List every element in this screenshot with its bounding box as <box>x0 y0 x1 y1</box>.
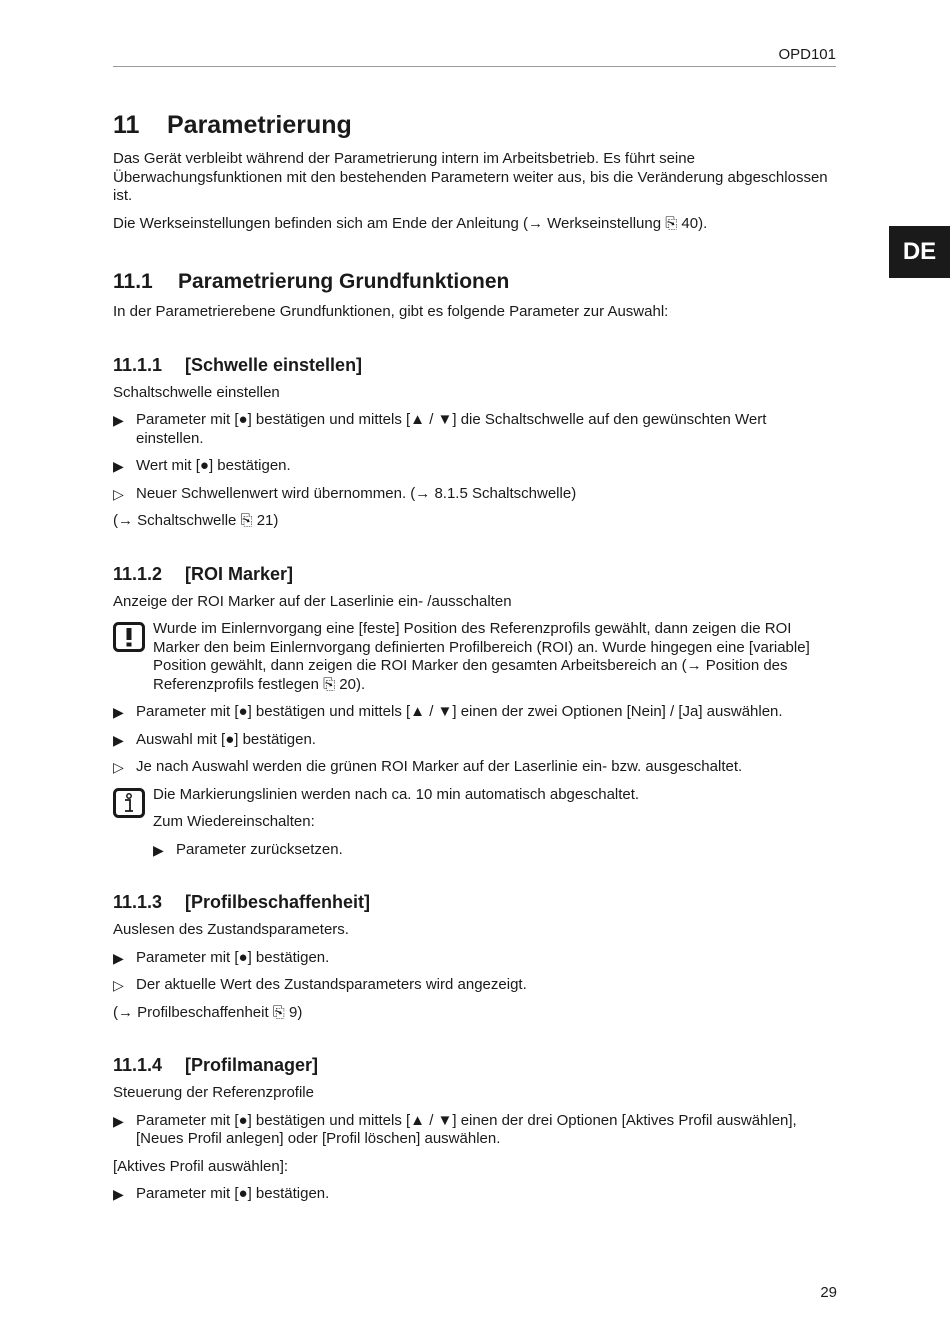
subsection-heading-schwelle <box>113 354 838 376</box>
action-arrow-icon: ▶ <box>113 1112 124 1129</box>
page-number: 29 <box>820 1284 837 1301</box>
action-step <box>113 949 838 968</box>
chapter-intro: Das Gerät verbleibt während der Parametrierung intern im Arbeitsbetrieb. Es führt seine Überwachungsfunktionen mit den bestehenden Parametern weiter aus, bis die Veränderung abgeschlossen ist. <box>113 150 828 204</box>
result-step <box>113 485 838 504</box>
chapter-number: 11 <box>113 111 140 139</box>
result-step <box>113 758 838 777</box>
subsection-heading-profil <box>113 891 838 913</box>
step-text: Parameter zurücksetzen. <box>176 840 343 858</box>
factory-settings-ref: Die Werkseinstellungen befinden sich am Ende der Anleitung (→ Werkseinstellung ⎘ 40). <box>113 214 708 232</box>
step-text: Parameter mit [●] bestätigen und mittels [▲ / ▼] einen der zwei Optionen [Nein] / [Ja] auswählen. <box>136 703 783 720</box>
action-step <box>153 841 838 860</box>
subsection-number: 11.1.4 <box>113 1055 163 1075</box>
action-arrow-icon: ▶ <box>113 1186 124 1202</box>
info-icon <box>113 788 145 824</box>
subsection-heading-roi <box>113 563 838 585</box>
action-arrow-icon: ▶ <box>113 458 124 474</box>
chapter-title: Parametrierung <box>167 111 352 139</box>
warning-note <box>113 620 838 694</box>
info-note <box>113 786 838 860</box>
action-step <box>113 1112 838 1149</box>
subsection-title: [ROI Marker] <box>185 563 294 584</box>
result-arrow-icon: ▷ <box>113 977 124 993</box>
result-text: Neuer Schwellenwert wird übernommen. (→ 8.1.5 Schaltschwelle) <box>136 484 577 502</box>
subsection-title: [Profilmanager] <box>185 1055 319 1075</box>
page-header <box>113 46 836 67</box>
cross-reference: (→ Schaltschwelle ⎘ 21) <box>113 512 279 529</box>
action-arrow-icon: ▶ <box>113 704 124 720</box>
action-arrow-icon: ▶ <box>113 731 124 748</box>
subsection-title: [Schwelle einstellen] <box>185 354 363 375</box>
action-step <box>113 1185 838 1204</box>
action-step <box>113 703 838 722</box>
subsection-number: 11.1.1 <box>113 354 163 375</box>
subsection-number: 11.1.2 <box>113 563 163 584</box>
result-text: Der aktuelle Wert des Zustandsparameters wird angezeigt. <box>136 976 527 993</box>
action-arrow-icon: ▶ <box>153 841 164 858</box>
subsection-desc: Steuerung der Referenzprofile <box>113 1084 314 1101</box>
subsection-desc: Schaltschwelle einstellen <box>113 383 280 401</box>
step-text: Parameter mit [●] bestätigen. <box>136 948 330 966</box>
section-title: Parametrierung Grundfunktionen <box>178 270 510 293</box>
step-text: Parameter mit [●] bestätigen und mittels [▲ / ▼] einen der drei Optionen [Aktives Profil auswählen], [Neues Profil anlegen] oder [Profil löschen] auswählen. <box>136 1111 797 1147</box>
product-name: OPD101 <box>778 46 836 63</box>
section-number: 11.1 <box>113 270 153 293</box>
action-arrow-icon: ▶ <box>113 412 124 428</box>
step-text: Parameter mit [●] bestätigen und mittels [▲ / ▼] die Schaltschwelle auf den gewünschten Wert einstellen. <box>136 411 767 447</box>
section-intro: In der Parametrierebene Grundfunktionen, gibt es folgende Parameter zur Auswahl: <box>113 303 669 320</box>
action-step <box>113 731 838 750</box>
step-text: Auswahl mit [●] bestätigen. <box>136 730 316 748</box>
step-text: Parameter mit [●] bestätigen. <box>136 1185 330 1202</box>
subsection-heading-manager <box>113 1054 838 1076</box>
warning-icon <box>113 622 145 658</box>
action-step <box>113 457 838 476</box>
info-text: Die Markierungslinien werden nach ca. 10 min automatisch abgeschaltet. <box>153 785 640 803</box>
subsection-number: 11.1.3 <box>113 892 163 912</box>
subsection-title: [Profilbeschaffenheit] <box>185 892 371 912</box>
result-step <box>113 976 838 995</box>
cross-reference: (→ Profilbeschaffenheit ⎘ 9) <box>113 1003 303 1021</box>
section-heading <box>113 269 838 295</box>
result-arrow-icon: ▷ <box>113 485 124 502</box>
sub-label: [Aktives Profil auswählen]: <box>113 1157 289 1175</box>
language-tab: DE <box>889 226 950 278</box>
result-arrow-icon: ▷ <box>113 759 124 775</box>
subsection-desc: Anzeige der ROI Marker auf der Laserlinie ein- /ausschalten <box>113 592 512 610</box>
step-text: Wert mit [●] bestätigen. <box>136 457 291 474</box>
action-step <box>113 411 838 448</box>
chapter-heading <box>113 110 838 140</box>
subsection-desc: Auslesen des Zustandsparameters. <box>113 921 349 938</box>
warning-text: Wurde im Einlernvorgang eine [feste] Position des Referenzprofils gewählt, dann zeigen die ROI Marker den beim Einlernvorgang definierten Profilbereich (ROI) an. Wurde hingegen eine [variable] Position gewählt, dann zeigen die ROI Marker den gesamten Arbeitsbereich an (→ Position des Referenzprofils festlegen ⎘ 20). <box>153 620 810 693</box>
page-content <box>113 110 838 1213</box>
action-arrow-icon: ▶ <box>113 949 124 966</box>
info-text: Zum Wiedereinschalten: <box>153 813 315 830</box>
result-text: Je nach Auswahl werden die grünen ROI Marker auf der Laserlinie ein- bzw. ausgeschaltet. <box>136 758 743 775</box>
